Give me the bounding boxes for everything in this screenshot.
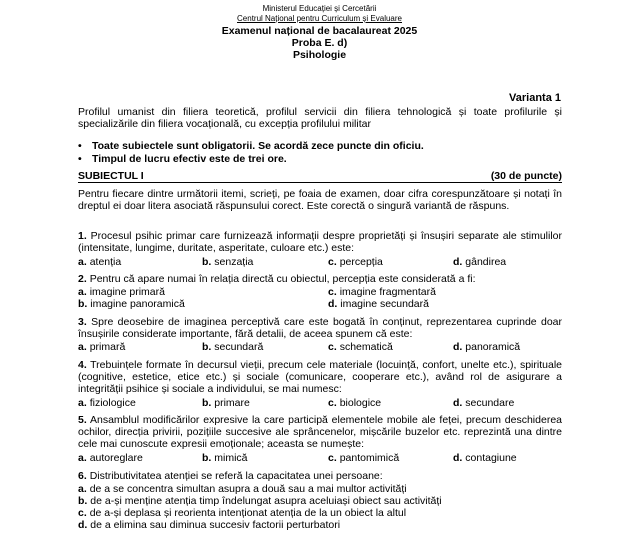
question-text: Pentru că apare numai în relația directă cu obiectul, percepția este considerată a fi: [89, 273, 476, 285]
option-a: a. fiziologice [78, 397, 136, 409]
option-d: d. de a elimina sau diminua succesiv factorii perturbatori [78, 519, 341, 531]
question-3 [78, 316, 562, 340]
option-d: d. imagine secundară [328, 298, 429, 310]
section-header [78, 170, 562, 183]
bullet-icon: • [78, 140, 82, 152]
question-text: Spre deosebire de imaginea perceptivă care este bogată în conținut, reprezentarea cuprinde doar însușirile considerate importante, fără detalii, de aceea spunem că este: [78, 316, 563, 340]
question-2-options-row2 [78, 298, 562, 310]
option-a: a. de a se concentra simultan asupra a două sau a mai multor activități [78, 483, 407, 495]
question-1 [78, 230, 562, 254]
option-a: a. atenția [78, 256, 122, 268]
bullet-item [78, 153, 287, 165]
option-b: b. mimică [202, 452, 248, 464]
variant-label: Varianta 1 [509, 92, 561, 104]
question-text: Procesul psihic primar care furnizează informații despre proprietăți și însușiri separate ale stimulilor (intensitate, lungime, duritate, asperitate, culoare etc.) este: [78, 230, 563, 254]
question-4 [78, 359, 562, 395]
option-d: d. panoramică [453, 341, 521, 353]
center-header: Centrul Național pentru Curriculum și Evaluare [237, 14, 402, 23]
option-b: b. de a-și menține atenția timp îndelungat asupra aceluiași obiect sau activități [78, 495, 442, 507]
option-a: a. autoreglare [78, 452, 143, 464]
exam-subject: Psihologie [292, 49, 347, 61]
option-c: c. schematică [328, 341, 393, 353]
option-c: c. imagine fragmentară [328, 286, 436, 298]
option-b: b. senzația [202, 256, 254, 268]
exam-title: Examenul național de bacalaureat 2025 [221, 25, 418, 37]
bullet-text: Timpul de lucru efectiv este de trei ore. [92, 153, 287, 165]
option-b: b. primare [202, 397, 250, 409]
question-number: 6. [78, 470, 87, 482]
section-title: SUBIECTUL I [78, 170, 144, 182]
bullet-item [78, 140, 424, 152]
question-1-options [78, 256, 562, 268]
question-number: 5. [78, 414, 87, 426]
question-text: Ansamblul modificărilor expresive la care participă elementele mobile ale feței, precum deschiderea ochilor, direcția privirii, pozițiile succesive ale sprâncenelor, mișcările buzelor etc. reprezintă una dintre cele mai cunoscute expresii emoționale; aceasta se numește: [78, 414, 562, 450]
question-4-options [78, 397, 562, 409]
question-text: Trebuințele formate în decursul vieții, precum cele materiale (locuință, confort, unelte etc.), spirituale (cognitive, estetice, etice etc.) și sociale (comunicare, cooperare etc.), având rol de asigurare a integrității psihice și sociale a individului, se mai numesc: [78, 359, 562, 395]
instructions-text: Pentru fiecare dintre următorii itemi, scrieți, pe foaia de examen, doar cifra corespunzătoare și notați în dreptul ei doar litera asociată răspunsului corect. Este corectă o singură variantă de răspuns. [78, 188, 562, 212]
option-c: c. biologice [328, 397, 382, 409]
question-3-options [78, 341, 562, 353]
question-6 [78, 470, 562, 482]
question-number: 1. [78, 230, 87, 242]
exam-proba: Proba E. d) [291, 37, 348, 49]
section-points: (30 de puncte) [490, 170, 562, 182]
ministry-header: Ministerul Educației și Cercetării [262, 4, 377, 13]
question-5-options [78, 452, 562, 464]
option-d: d. secundare [453, 397, 515, 409]
option-b: b. secundară [202, 341, 264, 353]
question-2-options-row1 [78, 286, 562, 298]
option-d: d. contagiune [453, 452, 517, 464]
question-number: 2. [78, 273, 87, 285]
bullet-text: Toate subiectele sunt obligatorii. Se acordă zece puncte din oficiu. [92, 140, 424, 152]
question-number: 4. [78, 359, 87, 371]
option-a: a. primară [78, 341, 126, 353]
question-5 [78, 414, 562, 450]
question-number: 3. [78, 316, 87, 328]
option-d: d. gândirea [453, 256, 507, 268]
option-a: a. imagine primară [78, 286, 165, 298]
question-2 [78, 273, 562, 285]
option-c: c. percepția [328, 256, 383, 268]
option-c: c. de a-și deplasa și reorienta intenționat atenția de la un obiect la altul [78, 507, 407, 519]
bullet-icon: • [78, 153, 82, 165]
option-b: b. imagine panoramică [78, 298, 185, 310]
option-c: c. pantomimică [328, 452, 400, 464]
question-text: Distributivitatea atenției se referă la capacitatea unei persoane: [89, 470, 383, 482]
profile-intro: Profilul umanist din filiera teoretică, profilul servicii din filiera tehnologică și toate profilurile și specializările din filiera vocațională, cu excepția profilului militar [78, 106, 562, 130]
